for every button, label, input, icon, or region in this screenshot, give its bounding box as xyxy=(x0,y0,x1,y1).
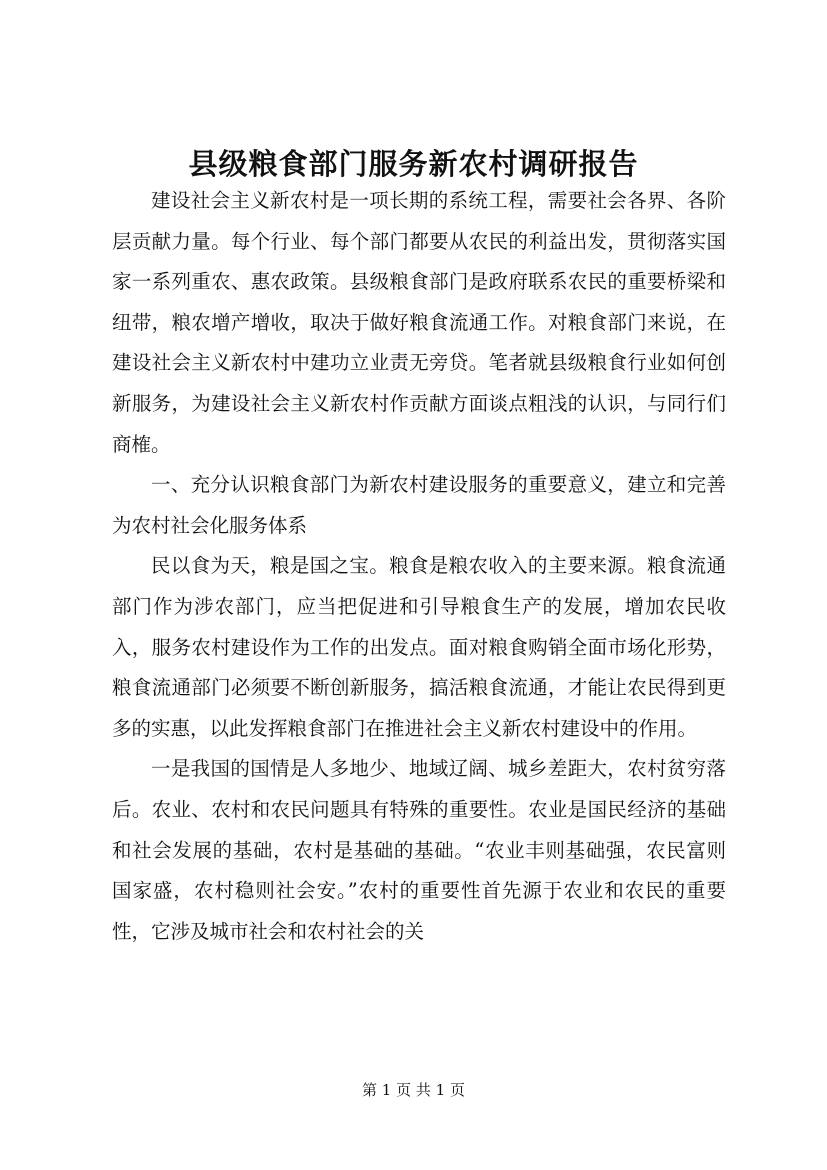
paragraph-section-heading-1: 一、充分认识粮食部门为新农村建设服务的重要意义，建立和完善为农村社会化服务体系 xyxy=(112,473,726,537)
paragraph-intro: 建设社会主义新农村是一项长期的系统工程，需要社会各界、各阶层贡献力量。每个行业、每个部门都要从农民的利益出发，贯彻落实国家一系列重农、惠农政策。县级粮食部门是政府联系农民的重要桥梁和纽带，粮农增产增收，取决于做好粮食流通工作。对粮食部门来说，在建设社会主义新农村中建功立业责无旁贷。笔者就县级粮食行业如何创新服务，为建设社会主义新农村作贡献方面谈点粗浅的认识，与同行们商榷。 xyxy=(112,189,726,456)
document-body xyxy=(112,181,726,952)
document-title: 县级粮食部门服务新农村调研报告 xyxy=(188,147,639,181)
paragraph-national-conditions: 一是我国的国情是人多地少、地域辽阔、城乡差距大，农村贫穷落后。农业、农村和农民问题具有特殊的重要性。农业是国民经济的基础和社会发展的基础，农村是基础的基础。“农业丰则基础强，农民富则国家盛，农村稳则社会安。”农村的重要性首先源于农业和农民的重要性，它涉及城市社会和农村社会的关 xyxy=(112,757,726,943)
paragraph-grain-importance: 民以食为天，粮是国之宝。粮食是粮农收入的主要来源。粮食流通部门作为涉农部门，应当把促进和引导粮食生产的发展，增加农民收入，服务农村建设作为工作的出发点。面对粮食购销全面市场化形势，粮食流通部门必须要不断创新服务，搞活粮食流通，才能让农民得到更多的实惠，以此发挥粮食部门在推进社会主义新农村建设中的作用。 xyxy=(112,554,726,740)
page-number-footer: 第 1 页 共 1 页 xyxy=(362,1081,465,1099)
